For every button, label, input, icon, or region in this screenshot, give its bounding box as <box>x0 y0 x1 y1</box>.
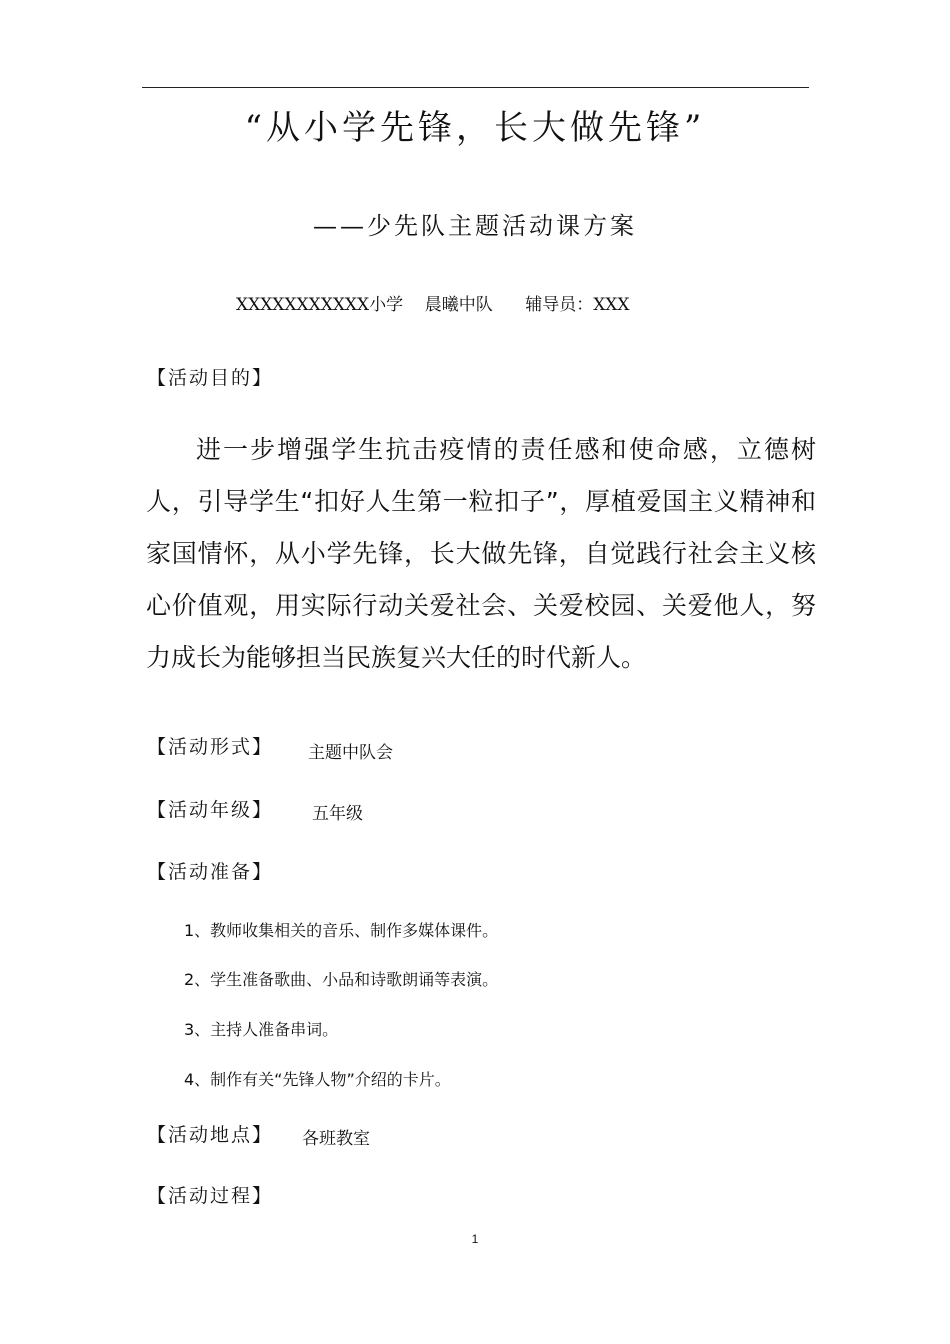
school-name: XXXXXXXXXXX小学 <box>236 295 404 315</box>
counselor: 辅导员：XXX <box>525 295 630 315</box>
grade-value: 五年级 <box>312 804 363 824</box>
form-heading: 【活动形式】 <box>147 736 274 758</box>
form-value: 主题中队会 <box>308 743 393 763</box>
process-heading: 【活动过程】 <box>147 1185 274 1207</box>
page-number: 1 <box>471 1232 479 1246</box>
document-title: “从小学先锋，长大做先锋” <box>244 108 706 148</box>
preparation-heading: 【活动准备】 <box>147 861 274 883</box>
location-value: 各班教室 <box>302 1129 370 1149</box>
preparation-item: 4、制作有关“先锋人物”介绍的卡片。 <box>184 1070 451 1089</box>
location-heading: 【活动地点】 <box>147 1124 274 1146</box>
preparation-item: 2、学生准备歌曲、小品和诗歌朗诵等表演。 <box>184 970 499 989</box>
document-subtitle: ——少先队主题活动课方案 <box>313 212 637 240</box>
preparation-item: 1、教师收集相关的音乐、制作多媒体课件。 <box>184 921 499 940</box>
grade-heading: 【活动年级】 <box>147 799 274 821</box>
byline <box>236 292 630 318</box>
purpose-heading: 【活动目的】 <box>147 367 274 389</box>
preparation-item: 3、主持人准备串词。 <box>184 1020 339 1039</box>
purpose-paragraph: 进一步增强学生抗击疫情的责任感和使命感，立德树人，引导学生“扣好人生第一粒扣子”，厚植爱国主义精神和家国情怀，从小学先锋，长大做先锋，自觉践行社会主义核心价值观，用实际行动关爱社会、关爱校园、关爱他人，努力成长为能够担当民族复兴大任的时代新人。 <box>146 435 816 672</box>
header-divider <box>142 87 809 88</box>
squad-name: 晨曦中队 <box>424 295 493 315</box>
